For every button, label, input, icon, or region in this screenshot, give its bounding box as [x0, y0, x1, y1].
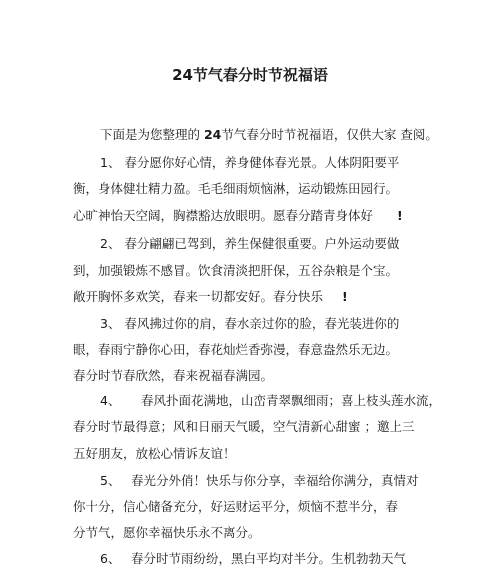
intro-text-pre: 下面是为您整理的: [100, 127, 204, 142]
text-line: 分节气，愿你幸福快乐永不离分。: [73, 525, 261, 540]
text-line: 你十分，信心储备充分，好运财运平分，烦恼不惹半分，春: [73, 499, 399, 514]
text-line: 春光分外俏！快乐与你分享，幸福给你满分，真情对: [131, 473, 419, 488]
intro-paragraph: [100, 126, 438, 144]
item-number: 4、: [100, 393, 121, 408]
text-line: 春分时节最得意；风和日丽天气暖，空气清新心甜蜜 ；邀上三: [73, 419, 415, 434]
item-number: 6、: [100, 551, 121, 566]
text-line: 眼，春雨宁静你心田，春花灿烂香弥漫，春意盎然乐无边。: [73, 342, 399, 357]
text-line: 1、 春分愿你好心情，养身健体春光景。人体阴阳要平: [100, 155, 400, 170]
text-line: 衡，身体健壮精力盈。毛毛细雨烦恼淋，运动锻炼田园行。: [73, 181, 399, 196]
text-line: !: [397, 208, 403, 223]
text-line: 敞开胸怀多欢笑，春来一切都安好。春分快乐: [73, 289, 324, 304]
document-title: 24节气春分时节祝福语: [172, 66, 328, 84]
intro-text-bold: 24: [203, 127, 222, 142]
intro-text-post: 节气春分时节祝福语，仅供大家 查阅。: [221, 127, 438, 142]
text-line: 2、 春分翩翩已驾到，养生保健很重要。户外运动要做: [100, 236, 400, 251]
text-line: 春风扑面花满地，山峦青翠飘细雨；喜上枝头莲水流，: [141, 393, 442, 408]
text-line: 心旷神怡天空阔，胸襟豁达放眼明。愿春分踏青身体好: [73, 208, 374, 223]
item-number: 5、: [100, 473, 121, 488]
text-line: 春分时节春欣然，春来祝福春满园。: [73, 368, 274, 383]
text-line: 到，加强锻炼不感冒。饮食清淡把肝保，五谷杂粮是个宝。: [73, 263, 399, 278]
text-line: !: [342, 289, 348, 304]
text-line: 五好朋友，放松心情诉友谊！: [73, 446, 236, 461]
text-line: 春分时节雨纷纷，黑白平均对半分。生机勃勃天气: [131, 551, 407, 566]
text-line: 3、 春风拂过你的肩，春水亲过你的脸，春光装进你的: [100, 316, 400, 331]
